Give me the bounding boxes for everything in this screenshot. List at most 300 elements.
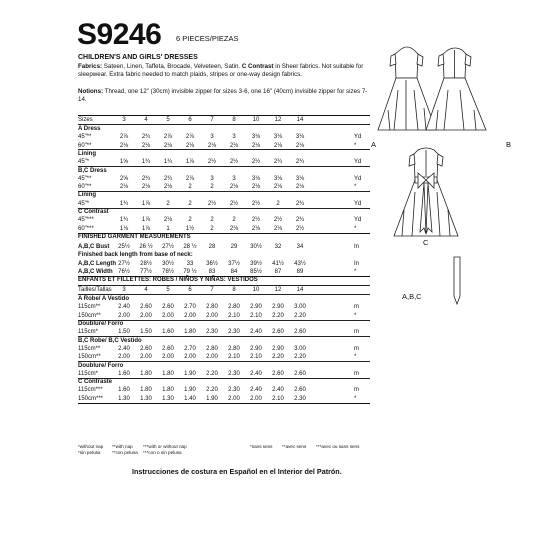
notions-label: Notions: (78, 88, 104, 95)
cell-value: 1½ (185, 225, 195, 232)
footnote: ***con o sin pelusa (143, 450, 182, 455)
cell-value: 3⅛ (273, 134, 283, 141)
cell-value: 2 (188, 217, 192, 224)
cell-value: 1.30 (118, 395, 130, 402)
fabrics-text: Sateen, Linen, Taffeta, Brocade, Velveteen, Satin. (102, 63, 242, 70)
cell-value: 87 (274, 268, 282, 275)
size-header: 8 (232, 287, 236, 294)
size-header: 3 (122, 117, 126, 123)
cell-value: 2½ (229, 200, 239, 207)
cell-value: 2¾ (295, 217, 305, 224)
notions-text: Thread, one 12" (30cm) invisible zipper for sizes 3-6, one 16" (40cm) invisible zipper for sizes 7-14. (78, 88, 368, 104)
size-header: 6 (188, 117, 192, 123)
cell-value: 39½ (250, 260, 262, 267)
row-label: A,B,C Width (78, 268, 113, 275)
metric-yardage-row (78, 312, 378, 320)
cell-value: 2⅛ (273, 142, 283, 149)
cell-value: 2⅞ (163, 134, 173, 141)
cell-value: 30½ (162, 260, 174, 267)
illustration-label-a: A (371, 140, 377, 149)
cell-value: 1⅞ (141, 200, 151, 207)
cell-value: 79 ½ (183, 268, 197, 275)
measurement-row (78, 251, 378, 259)
cell-value: 2⅞ (185, 175, 195, 182)
row-label: 115cm** (78, 345, 101, 352)
cell-value: 2.10 (250, 312, 262, 319)
size-header: 3 (122, 287, 126, 294)
finished-measurements-title: FINISHED GARMENT MEASUREMENTS (78, 233, 191, 240)
cell-value: 2 (232, 217, 236, 224)
cell-value: 2.10 (250, 354, 262, 361)
cell-value: 2.90 (250, 304, 262, 311)
row-label: 60"** (78, 142, 92, 149)
size-header: 14 (296, 287, 304, 294)
cell-value: 33 (186, 260, 194, 267)
cell-value: 26 ½ (139, 243, 153, 250)
cell-value: 2⅛ (141, 184, 151, 191)
pattern-title: CHILDREN'S AND GIRLS' DRESSES (78, 54, 198, 61)
cell-value: 2⅛ (185, 142, 195, 149)
cell-value: 2⅛ (295, 142, 305, 149)
unit: Yd (354, 217, 362, 224)
cell-value: 76½ (118, 268, 130, 275)
row-label: 45"* (78, 159, 90, 166)
row-label: 45"* (78, 200, 90, 207)
cell-value: 2.00 (140, 312, 152, 319)
table-rule (78, 403, 370, 404)
yardage-row (78, 200, 378, 208)
cell-value: 2.00 (206, 354, 218, 361)
cell-value: 89 (296, 268, 304, 275)
cell-value: 1 (166, 225, 170, 232)
size-header: 12 (274, 117, 282, 123)
cell-value: 2.80 (206, 345, 218, 352)
cell-value: 28 (208, 243, 216, 250)
cell-value: 2.00 (140, 354, 152, 361)
row-label: Lining (78, 192, 96, 199)
fabrics-label: Fabrics: (78, 63, 103, 70)
yardage-row (78, 216, 378, 224)
metric-yardage-row (78, 395, 378, 403)
cell-value: 2½ (229, 159, 239, 166)
cell-value: 32 (274, 243, 282, 250)
cell-value: 2.80 (228, 345, 240, 352)
row-label: 60"** (78, 184, 92, 191)
cell-value: 1.50 (140, 329, 152, 336)
cell-value: 2.00 (228, 395, 240, 402)
cell-value: 1¾ (163, 159, 173, 166)
size-header: 7 (210, 117, 214, 123)
unit: m (354, 304, 359, 311)
row-label: B,C Dress (78, 167, 107, 174)
cell-value: 1⅛ (119, 225, 129, 232)
footnote: **with nap (112, 444, 133, 449)
cell-value: 2.40 (118, 345, 130, 352)
cell-value: 3.00 (294, 304, 306, 311)
cell-value: 2.70 (184, 345, 196, 352)
row-label: 150cm** (78, 354, 101, 361)
cell-value: 2.60 (140, 345, 152, 352)
row-label: 45"** (78, 134, 92, 141)
unit: Yd (354, 134, 362, 141)
cell-value: 2 (210, 217, 214, 224)
cell-value: 3 (210, 175, 214, 182)
yardage-row (78, 167, 378, 175)
cell-value: 2.30 (228, 329, 240, 336)
metric-yardage-row (78, 362, 378, 370)
cell-value: 1.30 (162, 395, 174, 402)
cell-value: 2.00 (184, 354, 196, 361)
cell-value: 2.70 (184, 304, 196, 311)
cell-value: 2.90 (272, 345, 284, 352)
cell-value: 2.60 (294, 387, 306, 394)
cell-value: 2⅛ (119, 142, 129, 149)
row-label: 115cm*** (78, 387, 103, 394)
cell-value: 1.80 (184, 329, 196, 336)
cell-value: 2¾ (273, 159, 283, 166)
cell-value: 29 (230, 243, 238, 250)
cell-value: 36½ (206, 260, 218, 267)
cell-value: 27½ (162, 243, 174, 250)
cell-value: 1.90 (206, 395, 218, 402)
cell-value: 2⅛ (295, 184, 305, 191)
row-label: 60"*** (78, 225, 94, 232)
yardage-row (78, 175, 378, 183)
metric-yardage-row (78, 345, 378, 353)
cell-value: 25½ (118, 243, 130, 250)
cell-value: 2⅞ (119, 134, 129, 141)
cell-value: 1¾ (141, 159, 151, 166)
yardage-row (78, 150, 378, 158)
size-header: 7 (210, 287, 214, 294)
cell-value: 2½ (207, 159, 217, 166)
cell-value: 2½ (207, 200, 217, 207)
cell-value: 2.00 (184, 312, 196, 319)
cell-value: 2.80 (206, 304, 218, 311)
yardage-row (78, 125, 378, 133)
measurement-row (78, 268, 378, 276)
unit: * (354, 312, 357, 319)
row-label: 150cm** (78, 312, 101, 319)
cell-value: 3 (232, 134, 236, 141)
cell-value: 3⅛ (295, 175, 305, 182)
cell-value: 2.00 (118, 354, 130, 361)
cell-value: 2⅛ (251, 184, 261, 191)
cell-value: 1.80 (162, 370, 174, 377)
cell-value: 2.60 (272, 370, 284, 377)
cell-value: 2.40 (272, 387, 284, 394)
cell-value: 41½ (272, 260, 284, 267)
cell-value: 2.00 (118, 312, 130, 319)
size-header: 14 (296, 117, 304, 123)
cell-value: 2 (210, 225, 214, 232)
cell-value: 3⅛ (295, 134, 305, 141)
spanish-instructions-note: Instrucciones de costura en Español en el Interior del Patrón. (132, 467, 342, 476)
size-header: 5 (166, 287, 170, 294)
row-label: A,B,C Bust (78, 243, 110, 250)
cell-value: 1.80 (140, 370, 152, 377)
row-label: A,B,C Length (78, 260, 116, 267)
cell-value: 2 (210, 184, 214, 191)
footnote: *without nap (78, 444, 104, 449)
row-label: Doublure/ Forro (78, 362, 124, 369)
cell-value: 1⅝ (119, 159, 129, 166)
size-header: 4 (144, 117, 148, 123)
measurement-row (78, 260, 378, 268)
unit: Yd (354, 159, 362, 166)
unit: In (354, 260, 360, 267)
cell-value: 1⅞ (185, 159, 195, 166)
cell-value: 2.20 (206, 387, 218, 394)
cell-value: 2⅛ (251, 142, 261, 149)
cell-value: 2.00 (250, 395, 262, 402)
cell-value: 2⅛ (141, 142, 151, 149)
cell-value: 2.60 (272, 329, 284, 336)
pattern-number: S9246 (77, 18, 162, 51)
size-header: 4 (144, 287, 148, 294)
cell-value: 2 (166, 200, 170, 207)
cell-value: 2⅛ (207, 142, 217, 149)
footnote: *sin pelusa (78, 450, 101, 455)
unit: Yd (354, 175, 362, 182)
cell-value: 77½ (140, 268, 152, 275)
cell-value: 2.40 (250, 387, 262, 394)
size-label: Sizes (78, 117, 93, 123)
fabrics-text-2: in Sheer fabrics. Not suitable for sleepwear. Extra fabric needed to match plaids, stripes or one-way design fabrics. (78, 63, 364, 79)
cell-value: 2.10 (228, 354, 240, 361)
cell-value: 2¾ (295, 200, 305, 207)
cell-value: 2.20 (272, 312, 284, 319)
cell-value: 2⅛ (163, 142, 173, 149)
row-label: Lining (78, 150, 96, 157)
yardage-row (78, 225, 378, 233)
size-label: Tailles/Tallas (78, 287, 112, 294)
cell-value: 2⅛ (229, 225, 239, 232)
cell-value: 2 (188, 184, 192, 191)
metric-yardage-row (78, 295, 378, 303)
dress-a-front-illustration (378, 47, 436, 130)
cell-value: 2½ (251, 159, 261, 166)
cell-value: 2.20 (272, 354, 284, 361)
metric-yardage-row (78, 386, 378, 394)
cell-value: 2⅛ (273, 184, 283, 191)
cell-value: 2⅝ (119, 175, 129, 182)
row-label: 150cm*** (78, 395, 104, 402)
cell-value: 1.40 (184, 395, 196, 402)
metric-yardage-row (78, 337, 378, 345)
cell-value: 2.10 (228, 312, 240, 319)
cell-value: 34 (296, 243, 304, 250)
cell-value: 2⅛ (119, 184, 129, 191)
cell-value: 2.40 (250, 329, 262, 336)
size-header: 10 (252, 117, 260, 123)
unit: * (354, 268, 357, 275)
cell-value: 2⅛ (163, 184, 173, 191)
cell-value: 2.90 (272, 304, 284, 311)
row-label: 115cm* (78, 329, 98, 336)
size-header: 5 (166, 117, 170, 123)
unit: * (354, 225, 357, 232)
cell-value: 2¾ (295, 159, 305, 166)
cell-value: 1⅞ (141, 225, 151, 232)
metric-yardage-row (78, 328, 378, 336)
cell-value: 2⅛ (229, 184, 239, 191)
cell-value: 2.30 (206, 329, 218, 336)
footnote: ***avec ou sans sens (316, 444, 360, 449)
metric-yardage-row (78, 378, 378, 386)
footnote: **con pelusa (112, 450, 138, 455)
size-header: 6 (188, 287, 192, 294)
cell-value: 3⅛ (273, 175, 283, 182)
cell-value: 3⅛ (251, 134, 261, 141)
french-spanish-title: ENFANTS ET FILLETTES: ROBES / NIÑOS Y NIÑAS: VESTIDOS (78, 277, 258, 284)
unit: m (354, 370, 359, 377)
row-label: 45"** (78, 175, 92, 182)
cell-value: 2⅛ (251, 225, 261, 232)
cell-value: 2.80 (228, 304, 240, 311)
cell-value: 1.60 (118, 387, 130, 394)
row-label: 115cm* (78, 370, 98, 377)
cell-value: 2.00 (162, 354, 174, 361)
cell-value: 43½ (294, 260, 306, 267)
cell-value: 1.30 (140, 395, 152, 402)
metric-yardage-row (78, 353, 378, 361)
illustration-label-c: C (423, 238, 429, 247)
cell-value: 2 (188, 200, 192, 207)
cell-value: 1.90 (184, 387, 196, 394)
cell-value: 2.40 (118, 304, 130, 311)
cell-value: 3 (232, 175, 236, 182)
cell-value: 2.20 (294, 312, 306, 319)
cell-value: 2.30 (294, 395, 306, 402)
cell-value: 2.60 (294, 329, 306, 336)
cell-value: 2¾ (163, 175, 173, 182)
unit: Yd (354, 200, 362, 207)
footnote: **avec sens (282, 444, 307, 449)
cell-value: 1¾ (119, 217, 129, 224)
cell-value: 2.60 (162, 345, 174, 352)
row-label: A Dress (78, 126, 101, 132)
cell-value: 2½ (273, 217, 283, 224)
cell-value: 1.80 (162, 387, 174, 394)
cell-value: 2.00 (206, 312, 218, 319)
measurement-row (78, 243, 378, 251)
yardage-row (78, 183, 378, 191)
dress-c-illustration (394, 148, 458, 236)
cell-value: 2½ (251, 200, 261, 207)
cell-value: 2⅞ (185, 134, 195, 141)
size-header-row (78, 286, 378, 294)
cell-value: 27½ (118, 260, 130, 267)
cell-value: 1.60 (118, 370, 130, 377)
cell-value: 83 (208, 268, 216, 275)
cell-value: 2.30 (228, 387, 240, 394)
cell-value: 2.60 (140, 304, 152, 311)
size-header-row (78, 116, 378, 124)
yardage-row (78, 158, 378, 166)
cell-value: 2.40 (250, 370, 262, 377)
cell-value: 2.20 (206, 370, 218, 377)
cell-value: 30½ (250, 243, 262, 250)
cell-value: 2⅛ (273, 225, 283, 232)
cell-value: 28½ (140, 260, 152, 267)
footnote: *sans sens (250, 444, 273, 449)
cell-value: 2.30 (228, 370, 240, 377)
fabrics-paragraph (78, 63, 368, 80)
cell-value: 84 (230, 268, 238, 275)
garment-illustrations (360, 20, 510, 320)
row-label: C Contrast (78, 209, 109, 215)
unit: m (354, 387, 359, 394)
metric-yardage-row (78, 320, 378, 328)
cell-value: 2.20 (294, 354, 306, 361)
cell-value: 2.10 (272, 395, 284, 402)
cell-value: 2 (276, 200, 280, 207)
cell-value: 2½ (295, 225, 305, 232)
size-header: 8 (232, 117, 236, 123)
cell-value: 28 ½ (183, 243, 197, 250)
yardage-row (78, 142, 378, 150)
cell-value: 1¾ (119, 200, 129, 207)
cell-value: 3.00 (294, 345, 306, 352)
row-label: 115cm** (78, 304, 101, 311)
cell-value: 2½ (251, 217, 261, 224)
unit: * (354, 395, 357, 402)
illustration-label-b: B (506, 140, 512, 149)
cell-value: 2⅛ (163, 217, 173, 224)
cell-value: 2.60 (162, 304, 174, 311)
unit: In (354, 243, 360, 250)
illustration-label-abc: A,B,C (402, 292, 422, 301)
dress-b-back-illustration (426, 48, 486, 130)
contrast-label: C Contrast (241, 63, 274, 70)
cell-value: 2¾ (141, 175, 151, 182)
cell-value: 37½ (228, 260, 240, 267)
cell-value: 2⅛ (229, 142, 239, 149)
cell-value: 1.50 (118, 329, 130, 336)
metric-yardage-row (78, 370, 378, 378)
unit: * (354, 142, 357, 149)
row-label: Doublure/ Forro (78, 321, 124, 327)
cell-value: 2.90 (250, 345, 262, 352)
piece-count: 6 PIECES/PIEZAS (176, 34, 239, 43)
cell-value: 1.90 (184, 370, 196, 377)
row-label: 45"*** (78, 217, 94, 224)
size-header: 12 (274, 287, 282, 294)
row-label: Finished back length from base of neck: (78, 252, 193, 259)
unit: * (354, 354, 357, 361)
metric-yardage-row (78, 303, 378, 311)
cell-value: 78½ (162, 268, 174, 275)
sash-illustration (454, 257, 460, 304)
yardage-row (78, 133, 378, 141)
cell-value: 3 (210, 134, 214, 141)
unit: m (354, 329, 359, 336)
unit: m (354, 345, 359, 352)
yardage-row (78, 208, 378, 216)
size-header: 10 (252, 287, 260, 294)
footnote: ***with or without nap (143, 444, 187, 449)
cell-value: 1⅞ (141, 217, 151, 224)
cell-value: 3⅛ (251, 175, 261, 182)
row-label: C Contraste (78, 379, 113, 386)
cell-value: 2¾ (141, 134, 151, 141)
cell-value: 2.60 (294, 370, 306, 377)
cell-value: 1.80 (140, 387, 152, 394)
notions-paragraph (78, 88, 368, 105)
cell-value: 2.00 (162, 312, 174, 319)
row-label: B,C Robe/ B,C Vestido (78, 337, 142, 344)
